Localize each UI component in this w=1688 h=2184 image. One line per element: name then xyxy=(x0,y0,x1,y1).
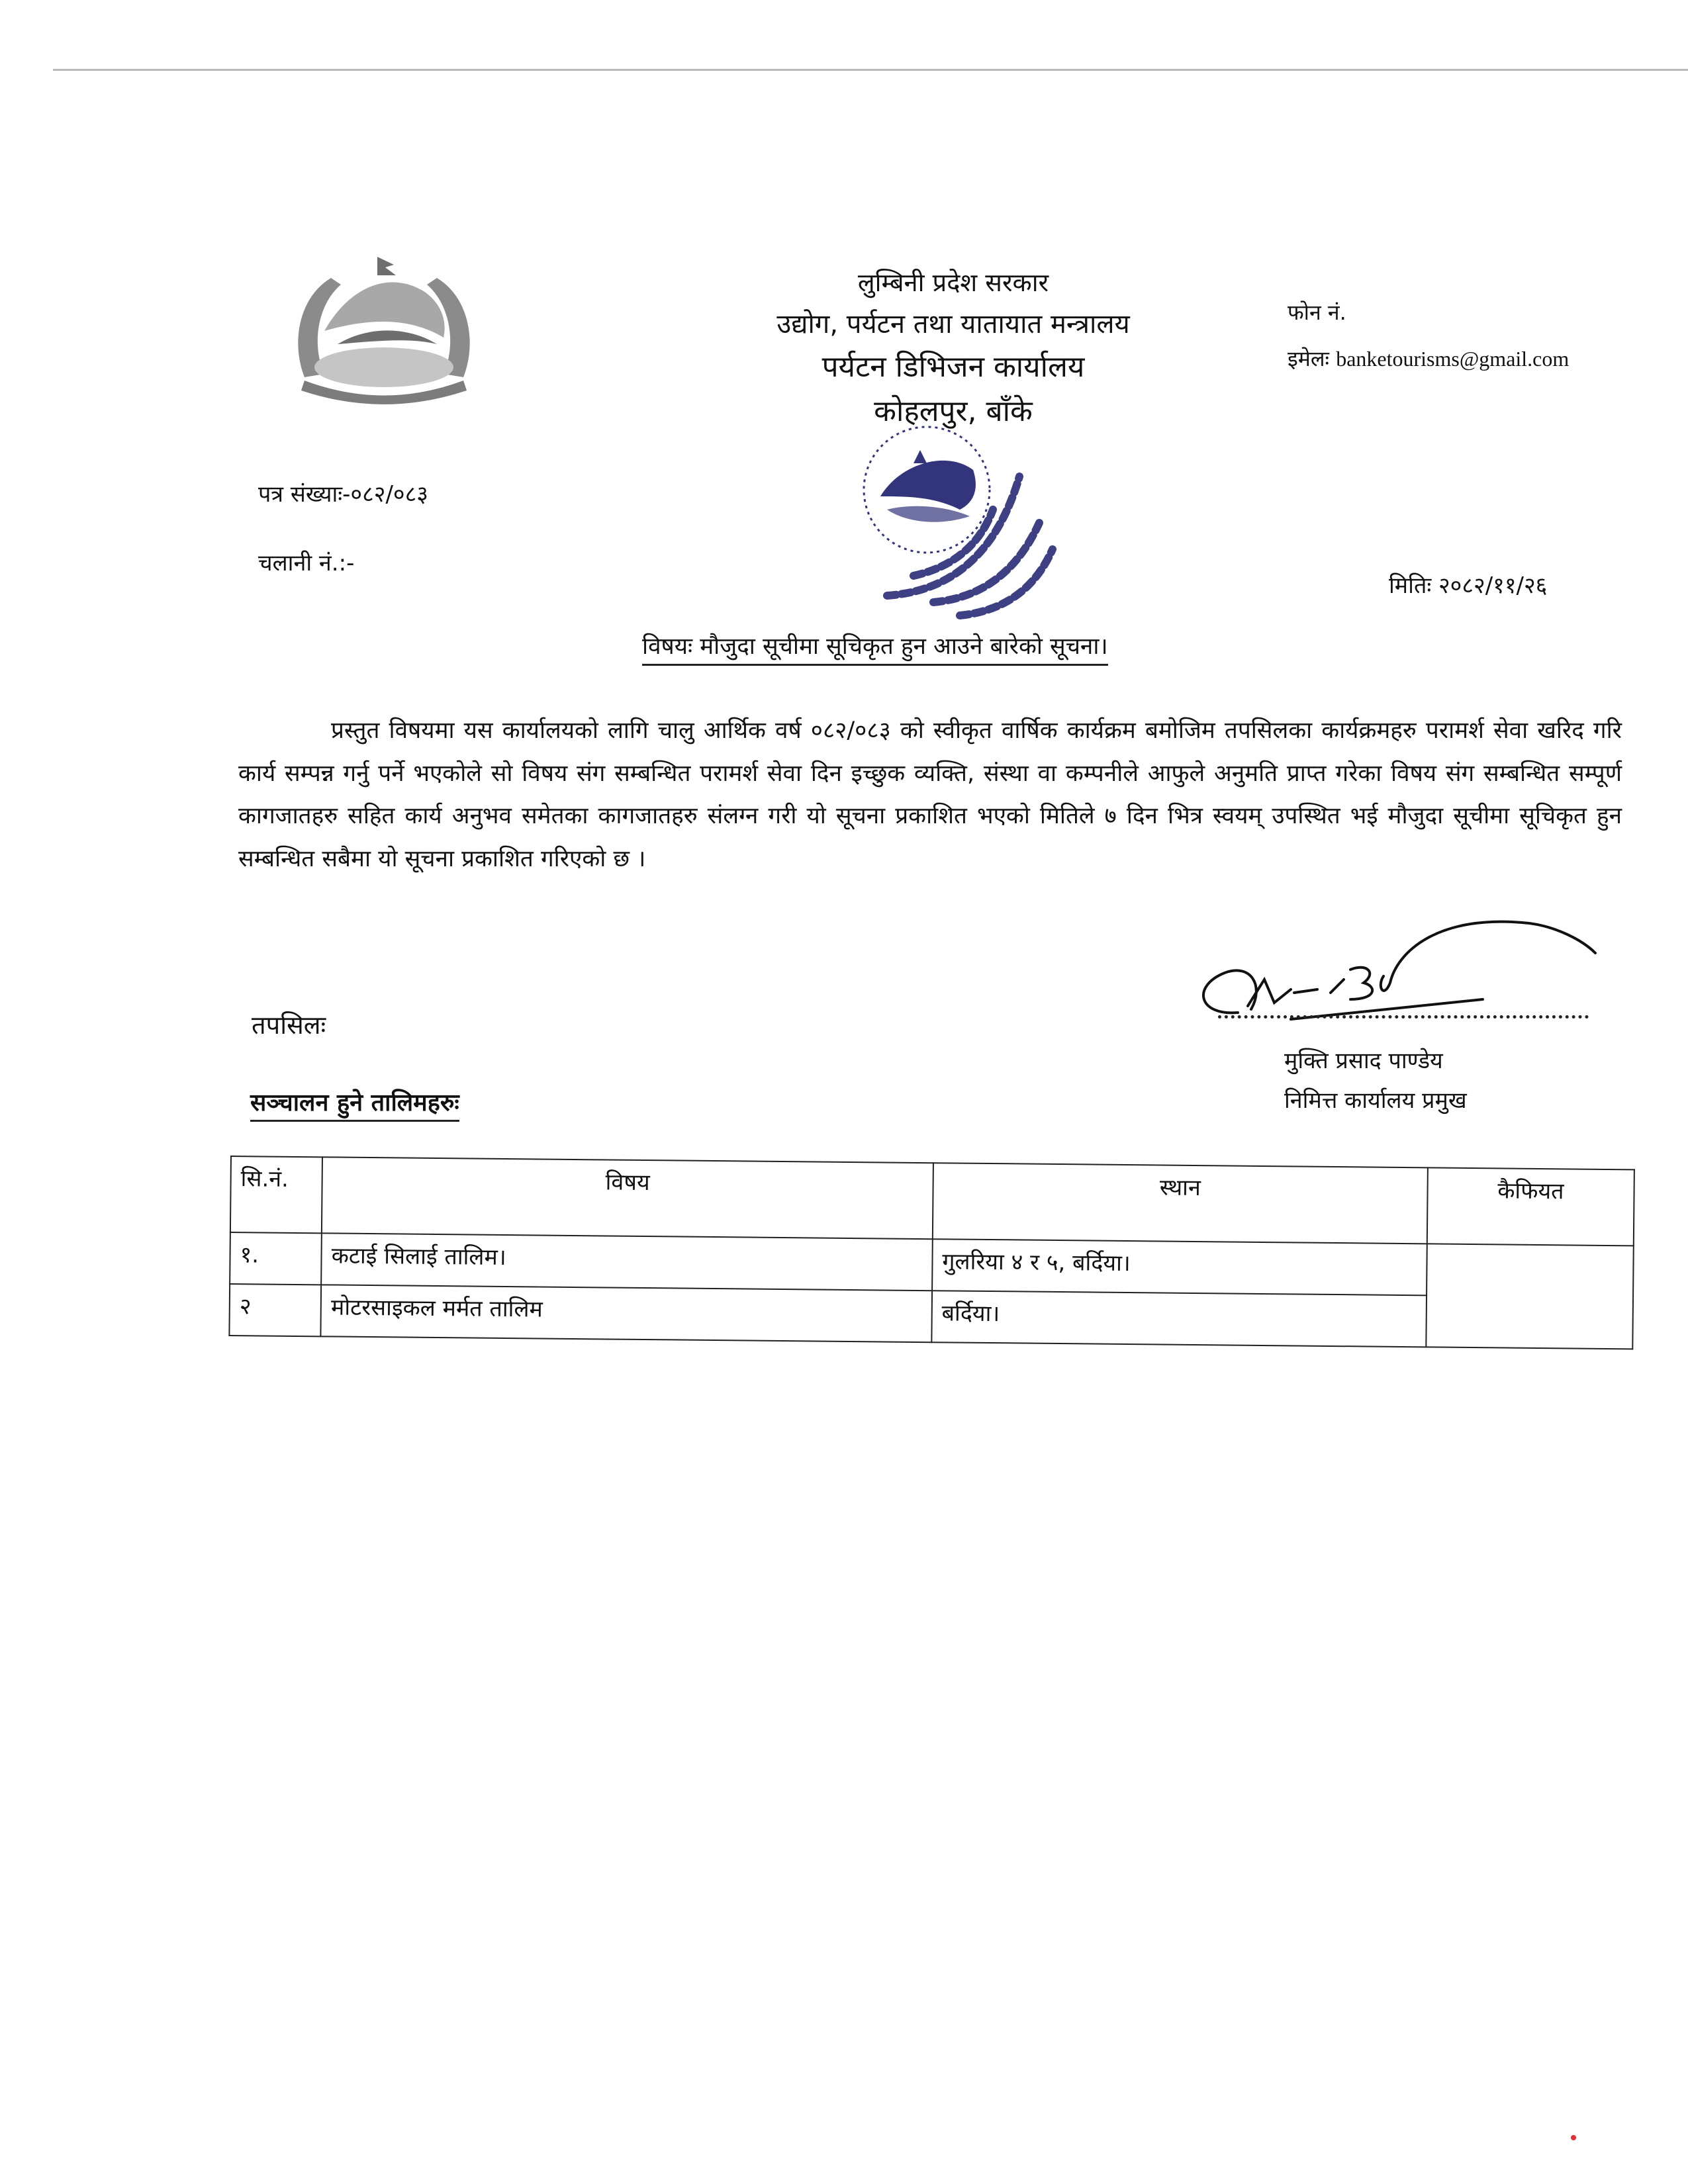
row-serial: १. xyxy=(230,1232,322,1285)
row-place: गुलरिया ४ र ५, बर्दिया। xyxy=(932,1239,1427,1295)
ink-mark xyxy=(1571,2135,1576,2140)
row-serial: २ xyxy=(229,1284,321,1336)
header-serial: सि.नं. xyxy=(230,1156,322,1233)
signatory-name: मुक्ति प्रसाद पाण्डेय xyxy=(1284,1048,1443,1074)
letter-body-text: प्रस्तुत विषयमा यस कार्यालयको लागि चालु आर्थिक वर्ष ०८२/०८३ को स्वीकृत वार्षिक कार्यक्रम बमोजिम तपसिलका कार्यक्रमहरु परामर्श सेवा खरिद गरि कार्य सम्पन्न गर्नु पर्ने भएकोले सो विषय संग सम्बन्धित परामर्श सेवा दिन इच्छुक व्यक्ति, संस्था वा कम्पनीले आफुले अनुमति प्राप्त गरेका विषय संग सम्बन्धित सम्पूर्ण कागजातहरु सहित कार्य अनुभव समेतका कागजातहरु संलग्न गरी यो सूचना प्रकाशित भएको मितिले ७ दिन भित्र स्वयम् उपस्थित भई मौजुदा सूचीमा सूचिकृत हुन सम्बन्धित सबैमा यो सूचना प्रकाशित गरिएको छ । xyxy=(238,717,1622,872)
header-subject: विषय xyxy=(322,1157,933,1239)
trainings-heading: सञ्चालन हुने तालिमहरुः xyxy=(250,1085,459,1122)
row-remarks xyxy=(1426,1244,1634,1349)
email-label: इमेलः xyxy=(1288,346,1330,371)
header-government: लुम्बिनी प्रदेश सरकार xyxy=(857,268,1049,297)
header-office: पर्यटन डिभिजन कार्यालय xyxy=(821,350,1085,384)
row-subject: कटाई सिलाई तालिम। xyxy=(321,1233,932,1291)
letter-subject: विषयः मौजुदा सूचीमा सूचिकृत हुन आउने बारेको सूचना। xyxy=(642,630,1108,666)
page-top-border xyxy=(53,69,1688,71)
letter-date: मितिः २०८२/११/२६ xyxy=(1389,572,1548,599)
office-stamp-icon xyxy=(841,417,1079,622)
header-location: कोहलपुर, बाँके xyxy=(874,394,1033,428)
table-header-row xyxy=(230,1156,1634,1246)
dispatch-number: चलानी नं.:- xyxy=(258,550,355,576)
row-subject: मोटरसाइकल मर्मत तालिम xyxy=(321,1285,932,1342)
signatory-title: निमित्त कार्यालय प्रमुख xyxy=(1284,1087,1467,1114)
signature-line xyxy=(1218,1015,1589,1019)
email-line xyxy=(1288,344,1569,373)
row-place: बर्दिया। xyxy=(931,1291,1427,1347)
header-remarks: कैफियत xyxy=(1427,1167,1634,1246)
header-place: स्थान xyxy=(933,1163,1428,1244)
trainings-table xyxy=(228,1156,1635,1349)
signature-icon xyxy=(1185,900,1609,1032)
phone-label: फोन नं. xyxy=(1288,300,1346,325)
email-address[interactable]: banketourisms@gmail.com xyxy=(1336,347,1570,371)
details-label: तपसिलः xyxy=(252,1011,326,1040)
nepal-emblem-icon xyxy=(278,245,490,410)
letter-body xyxy=(238,709,1622,880)
letter-number: पत्र संख्याः-०८२/०८३ xyxy=(258,481,428,508)
header-ministry: उद्योग, पर्यटन तथा यातायात मन्त्रालय xyxy=(776,309,1130,340)
